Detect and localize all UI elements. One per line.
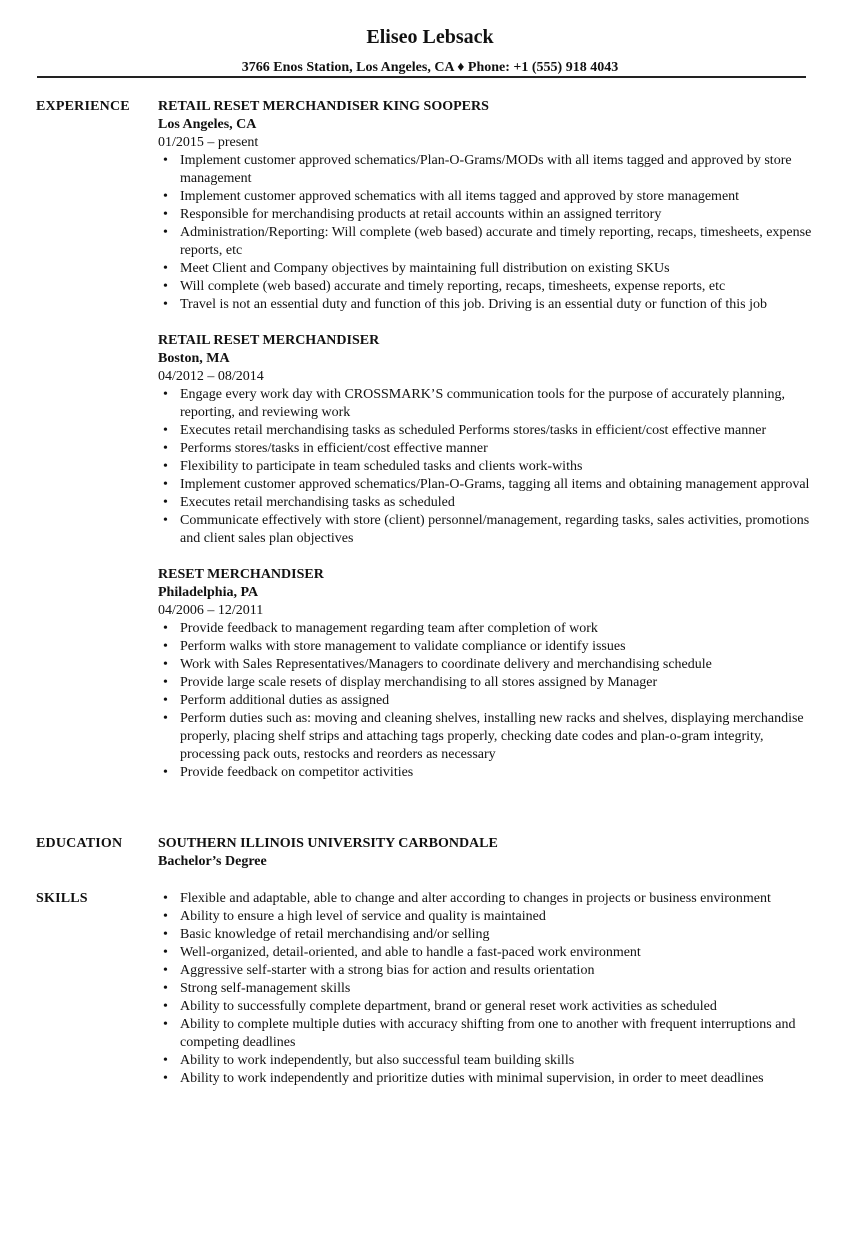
list-item: • Well-organized, detail-oriented, and able to handle a fast-paced work environment	[180, 944, 818, 962]
job-duties	[158, 152, 818, 314]
list-item: • Flexible and adaptable, able to change and alter according to changes in projects or business environment	[180, 890, 818, 908]
list-item: • Administration/Reporting: Will complete (web based) accurate and timely reporting, recaps, timesheets, expense reports, etc	[180, 224, 818, 260]
list-item: • Provide feedback on competitor activities	[180, 764, 818, 782]
list-item: • Provide large scale resets of display merchandising to all stores assigned by Manager	[180, 674, 818, 692]
contact-line: 3766 Enos Station, Los Angeles, CA ♦ Phone: +1 (555) 918 4043	[241, 60, 619, 75]
job-dates: 01/2015 – present	[158, 135, 259, 150]
job-duties	[158, 620, 818, 782]
list-item: • Strong self-management skills	[180, 980, 818, 998]
degree: Bachelor’s Degree	[158, 854, 267, 869]
list-item: • Travel is not an essential duty and function of this job. Driving is an essential duty or function of this job	[180, 296, 818, 314]
job-entry	[158, 98, 818, 314]
list-item: • Ability to complete multiple duties with accuracy shifting from one to another with frequent interruptions and competing deadlines	[180, 1016, 818, 1052]
list-item: • Implement customer approved schematics with all items tagged and approved by store management	[180, 188, 818, 206]
list-item: • Executes retail merchandising tasks as scheduled	[180, 494, 818, 512]
education-heading: EDUCATION	[36, 836, 123, 851]
list-item: • Ability to work independently, but also successful team building skills	[180, 1052, 818, 1070]
list-item: • Basic knowledge of retail merchandising and/or selling	[180, 926, 818, 944]
school-name: SOUTHERN ILLINOIS UNIVERSITY CARBONDALE	[158, 836, 498, 851]
list-item: • Perform walks with store management to validate compliance or identify issues	[180, 638, 818, 656]
job-entry	[158, 566, 818, 782]
list-item: • Provide feedback to management regarding team after completion of work	[180, 620, 818, 638]
list-item: • Work with Sales Representatives/Managers to coordinate delivery and merchandising schedule	[180, 656, 818, 674]
list-item: • Responsible for merchandising products at retail accounts within an assigned territory	[180, 206, 818, 224]
list-item: • Meet Client and Company objectives by maintaining full distribution on existing SKUs	[180, 260, 818, 278]
list-item: • Ability to work independently and prioritize duties with minimal supervision, in order to meet deadlines	[180, 1070, 818, 1088]
job-entry	[158, 332, 818, 548]
list-item: • Engage every work day with CROSSMARK’S communication tools for the purpose of accurately planning, reporting, and reviewing work	[180, 386, 818, 422]
job-title: RESET MERCHANDISER	[158, 567, 324, 582]
job-location: Los Angeles, CA	[158, 117, 257, 132]
experience-heading: EXPERIENCE	[36, 99, 130, 114]
job-dates: 04/2012 – 08/2014	[158, 369, 264, 384]
job-dates: 04/2006 – 12/2011	[158, 603, 264, 618]
list-item: • Perform additional duties as assigned	[180, 692, 818, 710]
list-item: • Implement customer approved schematics/Plan-O-Grams, tagging all items and obtaining management approval	[180, 476, 818, 494]
list-item: • Will complete (web based) accurate and timely reporting, recaps, timesheets, expense reports, etc	[180, 278, 818, 296]
list-item: • Executes retail merchandising tasks as scheduled Performs stores/tasks in efficient/cost effective manner	[180, 422, 818, 440]
header-divider	[37, 76, 806, 78]
skills-list	[158, 890, 818, 1088]
list-item: • Ability to ensure a high level of service and quality is maintained	[180, 908, 818, 926]
list-item: • Flexibility to participate in team scheduled tasks and clients work-withs	[180, 458, 818, 476]
job-duties	[158, 386, 818, 548]
skills-heading: SKILLS	[36, 891, 88, 906]
job-location: Philadelphia, PA	[158, 585, 259, 600]
job-location: Boston, MA	[158, 351, 230, 366]
candidate-name: Eliseo Lebsack	[366, 26, 494, 48]
experience-body	[158, 98, 818, 800]
skills-body	[158, 890, 818, 1088]
list-item: • Aggressive self-starter with a strong bias for action and results orientation	[180, 962, 818, 980]
list-item: • Implement customer approved schematics/Plan-O-Grams/MODs with all items tagged and approved by store management	[180, 152, 818, 188]
job-title: RETAIL RESET MERCHANDISER	[158, 333, 380, 348]
list-item: • Performs stores/tasks in efficient/cost effective manner	[180, 440, 818, 458]
list-item: • Communicate effectively with store (client) personnel/management, regarding tasks, sales activities, promotions and client sales plan objectives	[180, 512, 818, 548]
list-item: • Perform duties such as: moving and cleaning shelves, installing new racks and shelves, displaying merchandise properly, placing shelf strips and attaching tags properly, checking date codes and plan-o-gram integrity, processing pack outs, restocks and reorders as necessary	[180, 710, 818, 764]
job-title: RETAIL RESET MERCHANDISER KING SOOPERS	[158, 99, 489, 114]
education-body	[158, 835, 818, 871]
list-item: • Ability to successfully complete department, brand or general reset work activities as scheduled	[180, 998, 818, 1016]
